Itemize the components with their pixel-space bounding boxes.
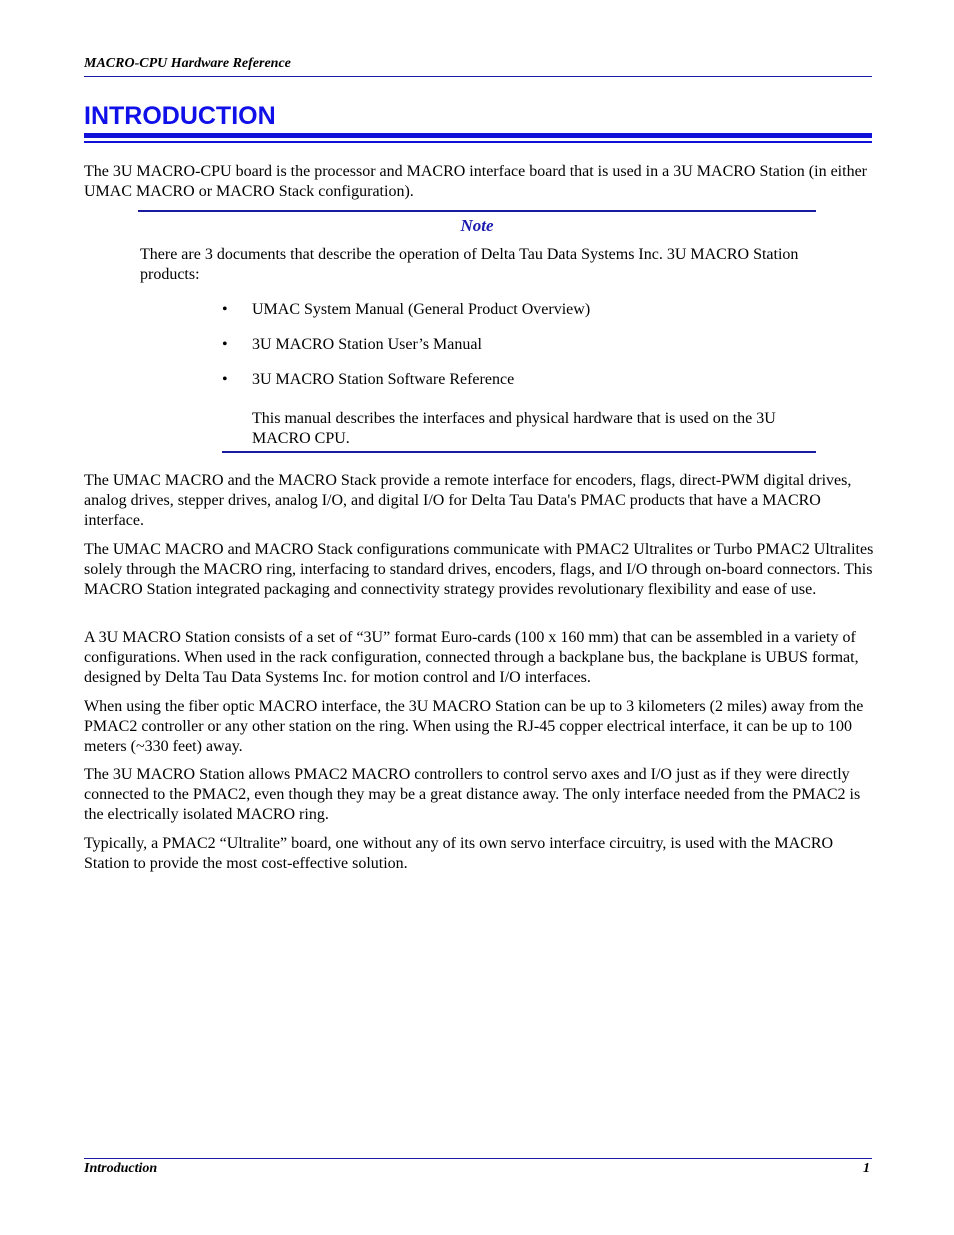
body-paragraph-1: The UMAC MACRO and the MACRO Stack provide a remote interface for encoders, flags, direct-PWM digital drives, analog drives, stepper drives, analog I/O, and digital I/O for Delta Tau Data's PMAC products that have a MACRO interface. — [84, 472, 852, 529]
note-top-rule — [138, 210, 816, 212]
bullet-icon: • — [222, 371, 228, 388]
note-bottom-rule — [222, 451, 816, 453]
title-rule-thick — [84, 133, 872, 138]
footer-section-name: Introduction — [84, 1161, 158, 1176]
footer-page-number: 1 — [863, 1161, 870, 1176]
bullet-label: 3U MACRO Station User’s Manual — [252, 336, 482, 353]
section-title: INTRODUCTION — [84, 102, 276, 130]
footer-rule — [84, 1158, 872, 1159]
bullet-label: 3U MACRO Station Software Reference — [252, 371, 515, 388]
intro-paragraph: The 3U MACRO-CPU board is the processor and MACRO interface board that is used in a 3U MACRO Station (in either UMAC MACRO or MACRO Stack configuration). — [84, 163, 867, 200]
bullet-icon: • — [222, 301, 228, 318]
body-paragraph-6: Typically, a PMAC2 “Ultralite” board, one without any of its own servo interface circuitry, is used with the MACRO Station to provide the most cost-effective solution. — [84, 835, 834, 872]
body-paragraph-5: The 3U MACRO Station allows PMAC2 MACRO controllers to control servo axes and I/O just as if they were directly connected to the PMAC2, even though they may be a great distance away. The only interface needed from the PMAC2 is the electrically isolated MACRO ring. — [84, 766, 861, 823]
body-paragraph-4: When using the fiber optic MACRO interface, the 3U MACRO Station can be up to 3 kilometers (2 miles) away from the PMAC2 controller or any other station on the ring. When using the RJ-45 copper electrical interface, it can be up to 100 meters (~330 feet) away. — [84, 698, 864, 755]
body-paragraph-3: A 3U MACRO Station consists of a set of “3U” format Euro-cards (100 x 160 mm) that can be assembled in a variety of configurations. When used in the rack configuration, connected through a backplane bus, the backplane is UBUS format, designed by Delta Tau Data Systems Inc. for motion control and I/O interfaces. — [84, 629, 859, 686]
header-rule — [84, 76, 872, 77]
bullet-label: UMAC System Manual (General Product Overview) — [252, 301, 591, 318]
note-text: There are 3 documents that describe the operation of Delta Tau Data Systems Inc. 3U MACRO Station products: — [140, 246, 799, 283]
note-subtext: This manual describes the interfaces and physical hardware that is used on the 3U MACRO CPU. — [252, 410, 776, 447]
running-header-title: MACRO-CPU Hardware Reference — [84, 56, 291, 71]
title-rule-thin — [84, 141, 872, 143]
body-paragraph-2: The UMAC MACRO and MACRO Stack configurations communicate with PMAC2 Ultralites or Turbo PMAC2 Ultralites solely through the MACRO ring, interfacing to standard drives, encoders, flags, and I/O through on-board connectors. This MACRO Station integrated packaging and connectivity strategy provides revolutionary flexibility and ease of use. — [84, 541, 874, 598]
note-heading: Note — [460, 216, 494, 235]
bullet-icon: • — [222, 336, 228, 353]
